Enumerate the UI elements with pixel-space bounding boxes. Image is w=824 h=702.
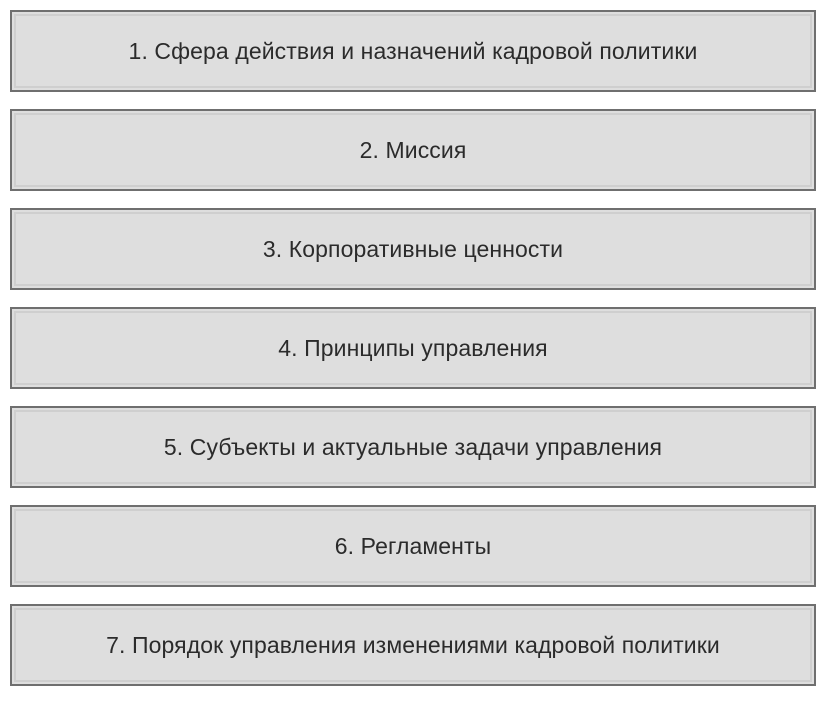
list-item-label: 3. Корпоративные ценности xyxy=(262,235,564,262)
list-item-label: 4. Принципы управления xyxy=(278,334,548,361)
list-item-label: 5. Субъекты и актуальные задачи управления xyxy=(163,433,663,460)
list-item-corporate-values xyxy=(10,208,816,290)
list-item-change-management xyxy=(10,604,816,686)
list-item-subjects-and-tasks xyxy=(10,406,816,488)
list-item-scope xyxy=(10,10,816,92)
list-item-label: 7. Порядок управления изменениями кадровой политики xyxy=(106,631,720,658)
list-item-label: 6. Регламенты xyxy=(334,532,492,559)
list-item-management-principles xyxy=(10,307,816,389)
list-item-mission xyxy=(10,109,816,191)
hr-policy-structure-list xyxy=(10,10,816,686)
list-item-label: 2. Миссия xyxy=(359,136,467,163)
list-item-label: 1. Сфера действия и назначений кадровой политики xyxy=(128,37,698,64)
list-item-regulations xyxy=(10,505,816,587)
